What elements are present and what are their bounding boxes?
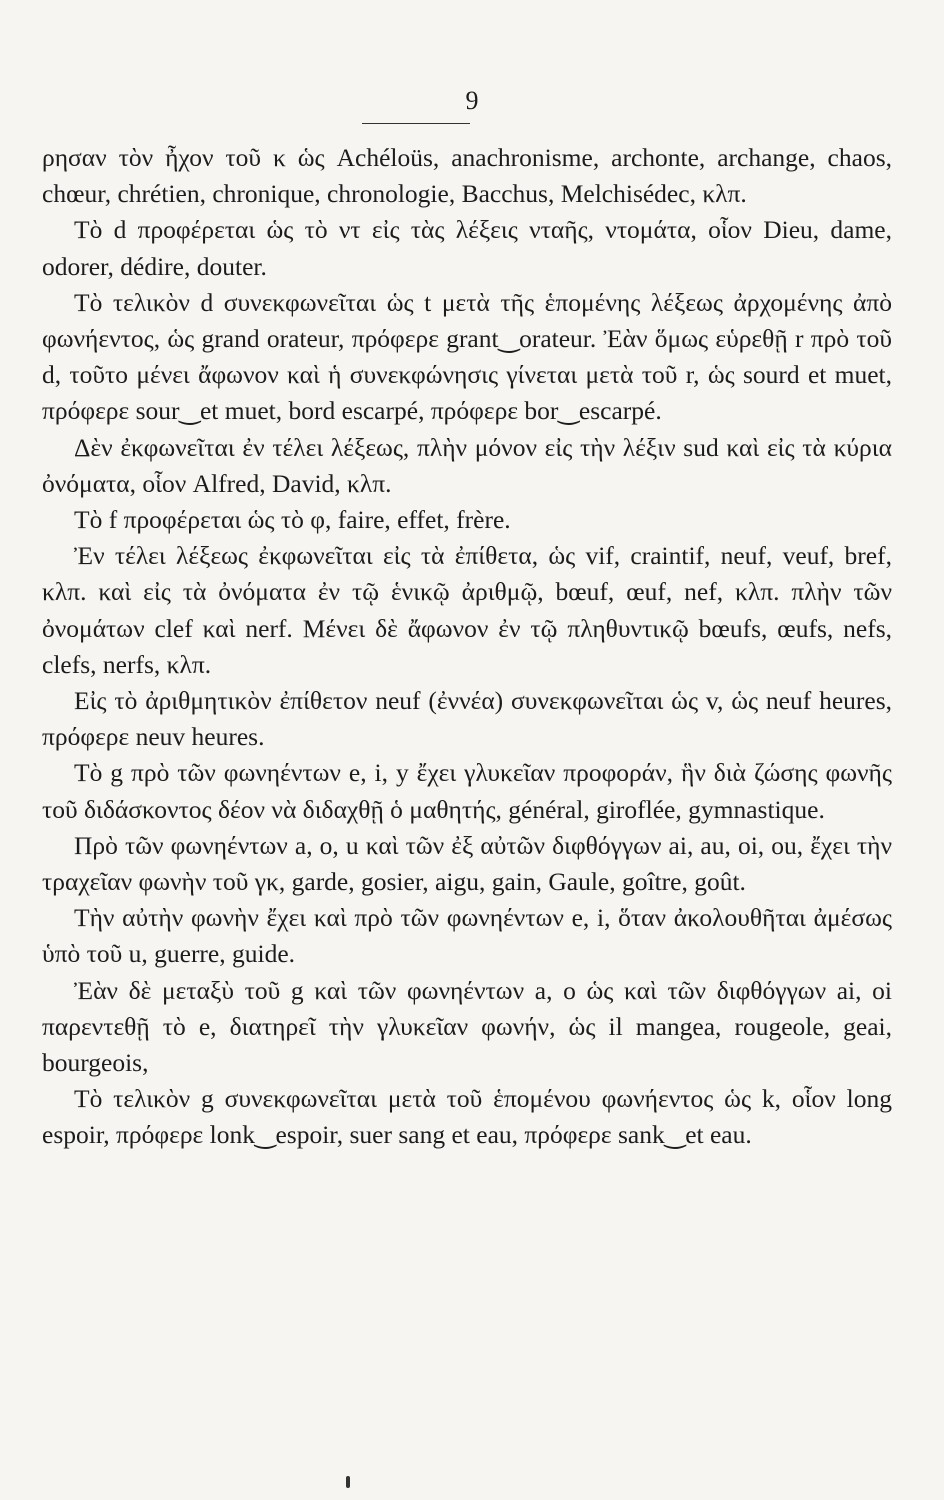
paragraph: Τὸ τελικὸν g συνεκφωνεῖται μετὰ τοῦ ἑπομένου φωνήεντος ὡς k, οἷον long espoir, πρόφερε lonk‿espoir, suer sang et eau, πρόφερε sank‿et eau. — [42, 1084, 892, 1150]
paragraph: Δὲν ἐκφωνεῖται ἐν τέλει λέξεως, πλὴν μόνον εἰς τὴν λέξιν sud καὶ εἰς τὰ κύρια ὀνόματα, οἷον Alfred, David, κλπ. — [42, 432, 892, 498]
page-number: 9 — [465, 86, 479, 115]
body-text — [42, 140, 892, 1154]
paragraph: Ἐν τέλει λέξεως ἐκφωνεῖται εἰς τὰ ἐπίθετα, ὡς vif, craintif, neuf, veuf, bref, κλπ. καὶ εἰς τὰ ὀνόματα ἐν τῷ ἑνικῷ ἀριθμῷ, bœuf, œuf, nef, κλπ. πλὴν τῶν ὀνομάτων clef καὶ nerf. Μένει δὲ ἄφωνον ἐν τῷ πληθυντικῷ bœufs, œufs, nefs, clefs, nerfs, κλπ. — [42, 541, 892, 679]
paragraph: Πρὸ τῶν φωνηέντων a, o, u καὶ τῶν ἐξ αὐτῶν διφθόγγων ai, au, oi, ou, ἔχει τὴν τραχεῖαν φωνὴν τοῦ γκ, garde, gosier, aigu, gain, Gaule, goître, goût. — [42, 830, 892, 897]
paragraph: Τὸ d προφέρεται ὡς τὸ ντ εἰς τὰς λέξεις νταῆς, ντομάτα, οἷον Dieu, dame, odorer, dédire, douter. — [42, 215, 892, 281]
paragraph: Τὴν αὐτὴν φωνὴν ἔχει καὶ πρὸ τῶν φωνηέντων e, i, ὅταν ἀκολουθῆται ἀμέσως ὑπὸ τοῦ u, guerre, guide. — [42, 903, 892, 969]
paragraph: Τὸ f προφέρεται ὡς τὸ φ, faire, effet, frère. — [74, 505, 511, 535]
print-mark — [346, 1476, 350, 1488]
header-rule — [362, 123, 470, 124]
paragraph: Εἰς τὸ ἀριθμητικὸν ἐπίθετον neuf (ἐννέα) συνεκφωνεῖται ὡς v, ὡς neuf heures, πρόφερε neuv heures. — [42, 686, 892, 752]
paragraph: Τὸ τελικὸν d συνεκφωνεῖται ὡς t μετὰ τῆς ἑπομένης λέξεως ἀρχομένης ἀπὸ φωνήεντος, ὡς grand orateur, πρόφερε grant‿orateur. Ἐὰν ὅμως εὑρεθῇ r πρὸ τοῦ d, τοῦτο μένει ἄφωνον καὶ ἡ συνεκφώνησις γίνεται μετὰ τοῦ r, ὡς sourd et muet, πρόφερε sour‿et muet, bord escarpé, πρόφερε bor‿escarpé. — [42, 287, 892, 426]
paragraph: Τὸ g πρὸ τῶν φωνηέντων e, i, y ἔχει γλυκεῖαν προφοράν, ἣν διὰ ζώσης φωνῆς τοῦ διδάσκοντος δέον νὰ διδαχθῇ ὁ μαθητής, général, giroflée, gymnastique. — [42, 758, 892, 824]
paragraph: ρησαν τὸν ἦχον τοῦ κ ὡς Achéloüs, anachronisme, archonte, archange, chaos, chœur, chrétien, chronique, chronologie, Bacchus, Melchisédec, κλπ. — [42, 143, 892, 209]
paragraph: Ἐὰν δὲ μεταξὺ τοῦ g καὶ τῶν φωνηέντων a, o ὡς καὶ τῶν διφθόγγων ai, oi παρεντεθῇ τὸ e, διατηρεῖ τὴν γλυκεῖαν φωνήν, ὡς il mangea, rougeole, geai, bourgeois, — [42, 975, 892, 1078]
